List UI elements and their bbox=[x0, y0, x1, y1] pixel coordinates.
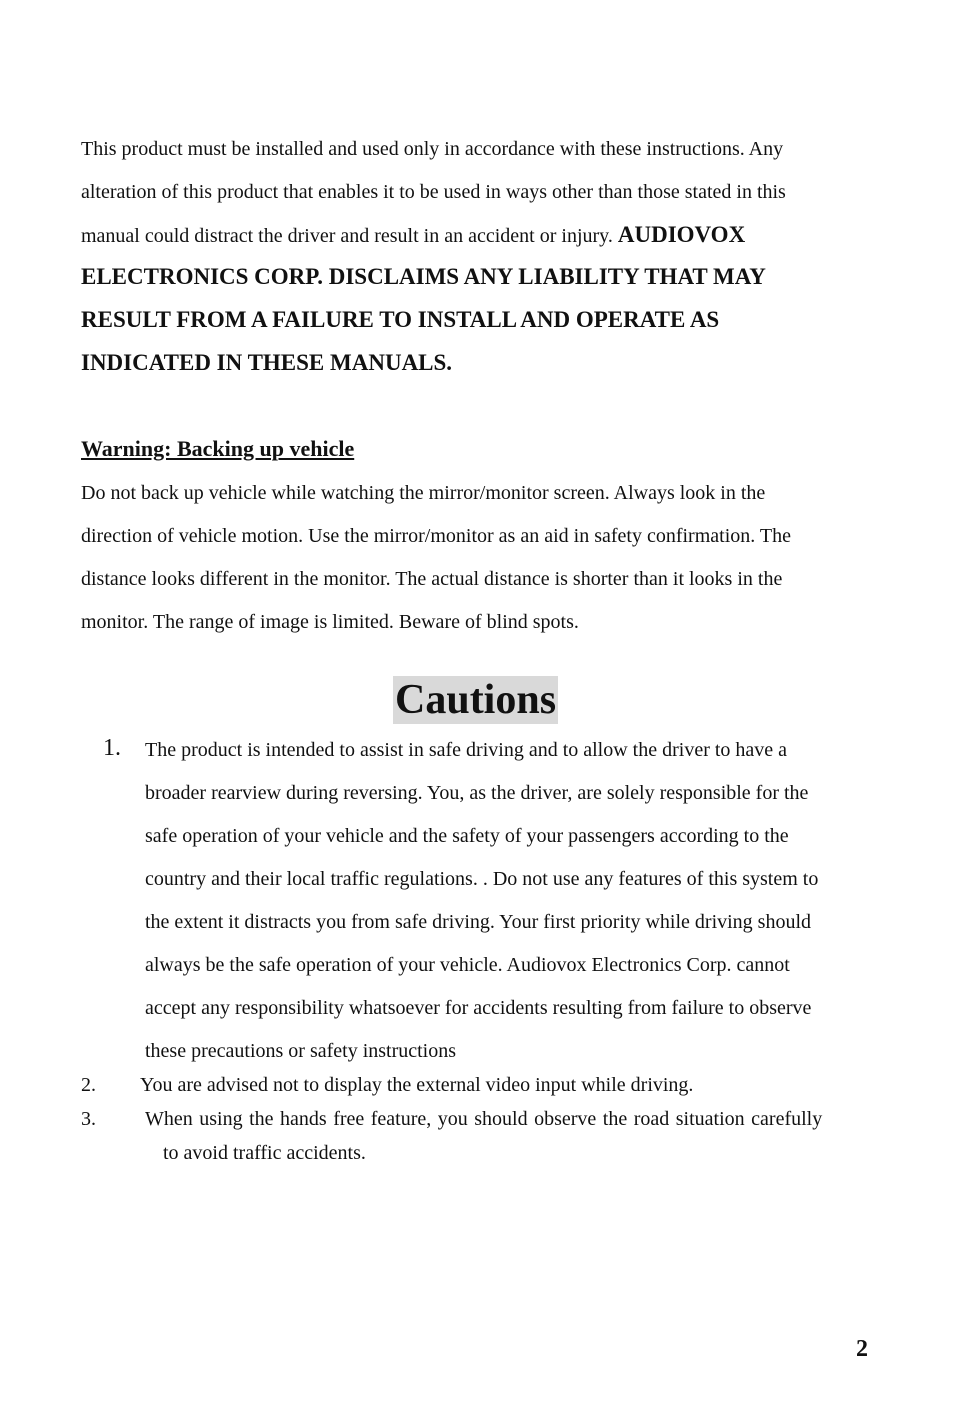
warning-line-2: direction of vehicle motion. Use the mirror/monitor as an aid in safety confirmation. The bbox=[81, 525, 791, 547]
caution-3-line-1: When using the hands free feature, you should observe the road situation carefully bbox=[145, 1108, 823, 1130]
caution-1-line-5: the extent it distracts you from safe driving. Your first priority while driving should bbox=[145, 911, 812, 933]
warning-line-4: monitor. The range of image is limited. Beware of blind spots. bbox=[81, 611, 579, 633]
caution-1-line-3: safe operation of your vehicle and the safety of your passengers according to the bbox=[145, 825, 789, 847]
intro-line-4: ELECTRONICS CORP. DISCLAIMS ANY LIABILITY THAT MAY bbox=[81, 264, 766, 289]
intro-line-6: INDICATED IN THESE MANUALS. bbox=[81, 350, 453, 375]
caution-1-line-8: these precautions or safety instructions bbox=[145, 1040, 457, 1062]
caution-1-number: 1. bbox=[103, 735, 121, 761]
caution-1-line-2: broader rearview during reversing. You, as the driver, are solely responsible for the bbox=[145, 782, 809, 804]
caution-2-number: 2. bbox=[81, 1074, 96, 1096]
intro-line-3-bold: AUDIOVOX bbox=[617, 222, 746, 247]
caution-1-line-4: country and their local traffic regulations. . Do not use any features of this system to bbox=[145, 868, 819, 890]
intro-line-1: This product must be installed and used only in accordance with these instructions. Any bbox=[81, 138, 784, 160]
caution-2-text: You are advised not to display the external video input while driving. bbox=[140, 1074, 694, 1096]
intro-line-2: alteration of this product that enables it to be used in ways other than those stated in this bbox=[81, 181, 786, 203]
warning-line-1: Do not back up vehicle while watching the mirror/monitor screen. Always look in the bbox=[81, 482, 766, 504]
page-number: 2 bbox=[856, 1336, 868, 1362]
caution-3-line-2: to avoid traffic accidents. bbox=[163, 1142, 366, 1164]
caution-1-line-1: The product is intended to assist in safe driving and to allow the driver to have a bbox=[145, 739, 788, 761]
warning-line-3: distance looks different in the monitor. The actual distance is shorter than it looks in the bbox=[81, 568, 783, 590]
intro-line-3 bbox=[81, 223, 745, 248]
caution-1-line-6: always be the safe operation of your vehicle. Audiovox Electronics Corp. cannot bbox=[145, 954, 790, 976]
intro-line-5: RESULT FROM A FAILURE TO INSTALL AND OPERATE AS bbox=[81, 307, 720, 332]
warning-heading: Warning: Backing up vehicle bbox=[81, 436, 355, 461]
caution-3-number: 3. bbox=[81, 1108, 96, 1130]
cautions-title: Cautions bbox=[395, 677, 557, 723]
intro-line-3-text: manual could distract the driver and result in an accident or injury. bbox=[81, 225, 618, 247]
caution-1-line-7: accept any responsibility whatsoever for accidents resulting from failure to observe bbox=[145, 997, 812, 1019]
